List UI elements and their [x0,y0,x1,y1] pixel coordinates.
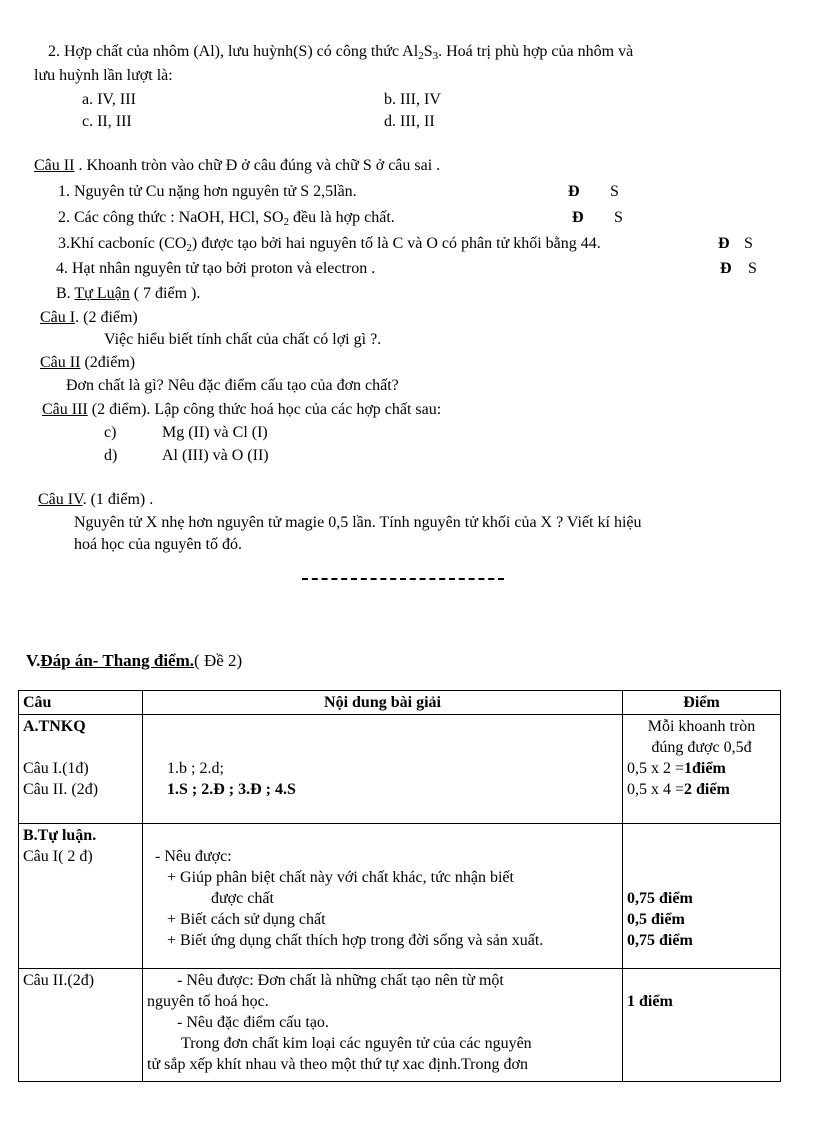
q2-option-c: c. II, III [82,113,132,130]
row2-cau-1: Câu I( 2 đ) [23,848,93,865]
row3-nd-2: nguyên tố hoá học. [147,993,269,1010]
essay-q3-d-label: d) [104,447,118,464]
row1-nd-2: 1.S ; 2.Đ ; 3.Đ ; 4.S [167,781,296,798]
header-diem: Điểm [623,691,781,715]
table-header-row [19,691,781,715]
essay-q1-heading: Câu I. (2 điểm) [40,309,138,326]
row2-nd-0: - Nêu được: [155,848,232,865]
row2-diem-1: 0,75 điểm [627,890,693,907]
row1-cau-2: Câu II. (2đ) [23,781,99,798]
row2-nd-2: + Biết cách sử dụng chất [167,911,326,928]
row2-diem [623,824,781,969]
essay-q2-heading: Câu II (2điểm) [40,354,136,371]
row2-nd-3: + Biết ứng dụng chất thích hợp trong đời sống và sản xuất. [167,932,544,949]
cau2-item-2-d: Đ [572,209,584,226]
row1-noidung [143,715,623,824]
q2-option-b: b. III, IV [384,91,441,108]
essay-q3-c-text: Mg (II) và Cl (I) [162,424,268,441]
q2-option-d: d. III, II [384,113,435,130]
row1-cau-1: Câu I.(1đ) [23,760,89,777]
essay-q4-line1: Nguyên tử X nhẹ hơn nguyên tử magie 0,5 lần. Tính nguyên tử khối của X ? Viết kí hiệu [74,514,642,531]
row2-cau-title: B.Tự luận. [23,827,97,844]
table-row [19,824,781,969]
cau2-item-3-d: Đ [718,235,730,252]
part-b-heading: B. Tự Luận ( 7 điểm ). [56,285,201,302]
header-noidung: Nội dung bài giải [143,691,623,715]
q2-line1: 2. Hợp chất của nhôm (Al), lưu huỳnh(S) có công thức $Al_2S_3$. Hoá trị phù hợp của nhôm và [48,43,634,62]
row3-nd-4: Trong đơn chất kim loại các nguyên tử của các nguyên [181,1035,532,1052]
row1-cau-title: A.TNKQ [23,718,86,735]
row2-noidung [143,824,623,969]
header-cau: Câu [19,691,143,715]
essay-q4-line2: hoá học của nguyên tố đó. [74,536,242,553]
row2-diem-3: 0,75 điểm [627,932,693,949]
row3-noidung [143,969,623,1082]
essay-q2-text: Đơn chất là gì? Nêu đặc điểm cấu tạo của đơn chất? [66,377,399,394]
table-row [19,969,781,1082]
row3-nd-3: - Nêu đặc điểm cấu tạo. [177,1014,329,1031]
cau2-item-3-s: S [744,235,753,252]
row1-diem-note1: Mỗi khoanh tròn [647,718,756,735]
section-divider [302,578,504,580]
essay-q3-heading: Câu III (2 điểm). Lập công thức hoá học của các hợp chất sau: [42,401,442,418]
row3-cau [19,969,143,1082]
cau2-item-3: 3.Khí cacboníc $(CO_2)$ được tạo bởi hai nguyên tố là C và O có phân tử khối bằng 44. [58,235,601,254]
row2-diem-2: 0,5 điểm [627,911,685,928]
cau2-item-4: 4. Hạt nhân nguyên tử tạo bởi proton và electron . [56,260,376,277]
row2-nd-1b: được chất [211,890,274,907]
row3-diem: 1 điểm [627,993,673,1010]
row1-diem-note2: đúng được 0,5đ [651,739,752,756]
q2-option-a: a. IV, III [82,91,136,108]
row1-diem-1: 0,5 x 2 =1điểm [627,760,726,777]
q2-line2: lưu huỳnh lần lượt là: [34,67,173,84]
answer-table [18,690,781,1082]
row2-cau [19,824,143,969]
essay-q3-c-label: c) [104,424,117,441]
row2-nd-1: + Giúp phân biệt chất này với chất khác, tức nhận biết [167,869,514,886]
cau2-item-2-s: S [614,209,623,226]
cau2-item-2: 2. Các công thức : NaOH, HCl, $SO_2$ đều là hợp chất. [58,209,395,228]
cau2-item-4-d: Đ [720,260,732,277]
cau2-item-1-d: Đ [568,183,580,200]
row1-diem [623,715,781,824]
row1-nd-1: 1.b ; 2.d; [167,760,224,777]
cau2-item-1-s: S [610,183,619,200]
cau2-heading: Câu II . Khoanh tròn vào chữ Đ ở câu đúng và chữ S ở câu sai . [34,157,441,174]
row3-diem [623,969,781,1082]
row3-nd-1: - Nêu được: Đơn chất là những chất tạo nên từ một [177,972,504,989]
row3-nd-5: tử sắp xếp khít nhau và theo một thứ tự xac định.Trong đơn [147,1056,528,1073]
cau2-item-4-s: S [748,260,757,277]
essay-q1-text: Việc hiểu biết tính chất của chất có lợi gì ?. [104,331,382,348]
essay-q4-heading: Câu IV. (1 điểm) . [38,491,154,508]
table-row [19,715,781,824]
row1-diem-2: 0,5 x 4 =2 điểm [627,781,730,798]
cau2-item-1: 1. Nguyên tử Cu nặng hơn nguyên tử S 2,5lần. [58,183,357,200]
row3-cau: Câu II.(2đ) [23,972,95,989]
row1-cau [19,715,143,824]
essay-q3-d-text: Al (III) và O (II) [162,447,269,464]
answer-key-heading: V.Đáp án- Thang điểm.( Đề 2) [26,651,243,670]
